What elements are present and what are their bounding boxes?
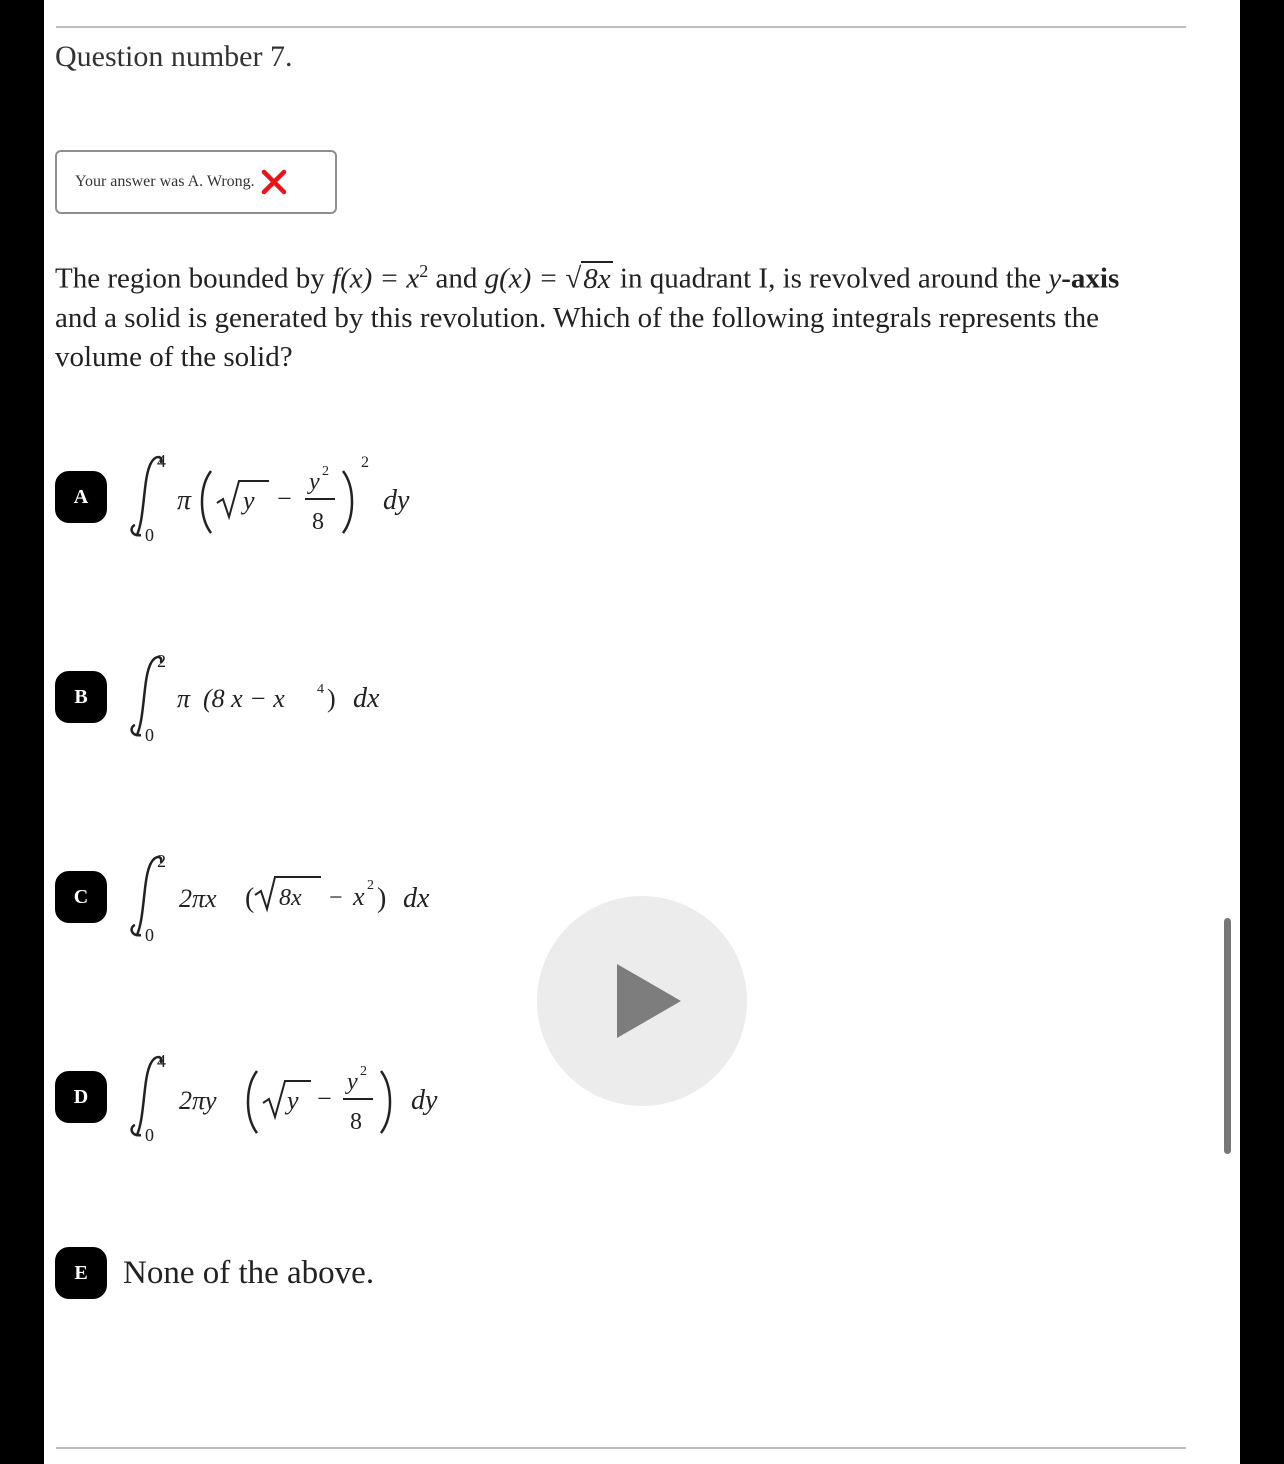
option-c-lower: 0 [145,925,154,945]
option-c-diff: dx [403,883,430,914]
prompt-text-1: The region bounded by [55,262,333,295]
answer-feedback [55,150,337,214]
option-a-diff: dy [383,485,410,516]
prompt-text-3: and a solid is generated by this revolution. Which of the following integrals represents the volume of the solid? [55,301,1100,373]
option-c-formula [121,837,501,957]
option-c-tail: x [353,882,365,911]
option-a-frac-num: y [309,469,320,495]
option-c-upper: 2 [157,851,166,871]
option-b-lower: 0 [145,725,154,745]
axis-variable: y [1048,262,1062,295]
option-d-diff: dy [411,1085,438,1116]
option-c-close: ) [377,883,387,914]
option-b-diff: dx [353,683,380,714]
close-icon [259,167,289,197]
option-b-body-close: ) [327,684,336,713]
question-page [44,0,1240,1464]
option-c-badge[interactable]: C [55,871,107,923]
option-a-upper: 4 [157,451,166,471]
option-d-frac-num: y [347,1069,358,1095]
option-c-open: ( [245,883,255,914]
option-b-upper: 2 [157,651,166,671]
f-exponent: 2 [419,261,429,281]
option-b-body-exp: 4 [317,682,324,697]
play-button[interactable] [537,896,747,1106]
option-a-frac-den: 8 [312,509,324,535]
option-a-lower: 0 [145,525,154,545]
option-a-minus: − [277,484,292,513]
option-a-badge[interactable]: A [55,471,107,523]
prompt-and: and [428,262,485,295]
option-c-coef: 2πx [179,884,217,913]
option-d-frac-num-exp: 2 [360,1064,367,1079]
option-e[interactable] [55,1247,374,1299]
option-d-frac-den: 8 [350,1109,362,1135]
option-d-minus: − [317,1084,332,1113]
option-d[interactable] [55,1037,501,1157]
option-b-coef: π [177,684,191,713]
axis-label: -axis [1061,262,1120,295]
option-d-term1: y [287,1086,299,1115]
option-a-term1: y [243,486,255,515]
question-prompt: The region bounded by $f(x) = x^2$ and g(x) = √8x in quadrant I, is revolved around the y-axis and a solid is generated by this revolution. Which of the following integrals represents the volume of the solid? [55,261,1120,373]
option-a-frac-num-exp: 2 [322,464,329,479]
bottom-divider [56,1447,1186,1449]
prompt-text-2: in quadrant I, is revolved around the [612,262,1049,295]
f-definition: f(x) = x [332,262,420,295]
option-d-badge[interactable]: D [55,1071,107,1123]
option-e-badge[interactable]: E [55,1247,107,1299]
option-a[interactable] [55,437,481,557]
option-c-minus: − [329,885,343,911]
option-d-coef: 2πy [179,1086,217,1115]
option-c-radicand: 8x [279,885,302,911]
option-a-coef: π [177,485,192,516]
option-b-formula [121,637,481,757]
question-number: Question number 7. [55,40,293,73]
feedback-text: Your answer was A. Wrong. [75,173,255,190]
option-d-formula [121,1037,501,1157]
g-radicand: 8x [583,262,611,295]
option-c-tail-exp: 2 [367,878,374,893]
top-divider [56,26,1186,28]
option-c[interactable] [55,837,501,957]
option-a-formula [121,437,481,557]
option-b-body: (8 x − x [203,684,285,713]
scrollbar-thumb[interactable] [1224,918,1231,1154]
g-definition: g(x) = [484,262,566,295]
option-b[interactable] [55,637,481,757]
option-a-outer-exp: 2 [361,454,369,471]
play-icon [597,956,687,1046]
option-d-upper: 4 [157,1051,166,1071]
option-b-badge[interactable]: B [55,671,107,723]
option-d-lower: 0 [145,1125,154,1145]
option-e-text: None of the above. [123,1254,375,1291]
